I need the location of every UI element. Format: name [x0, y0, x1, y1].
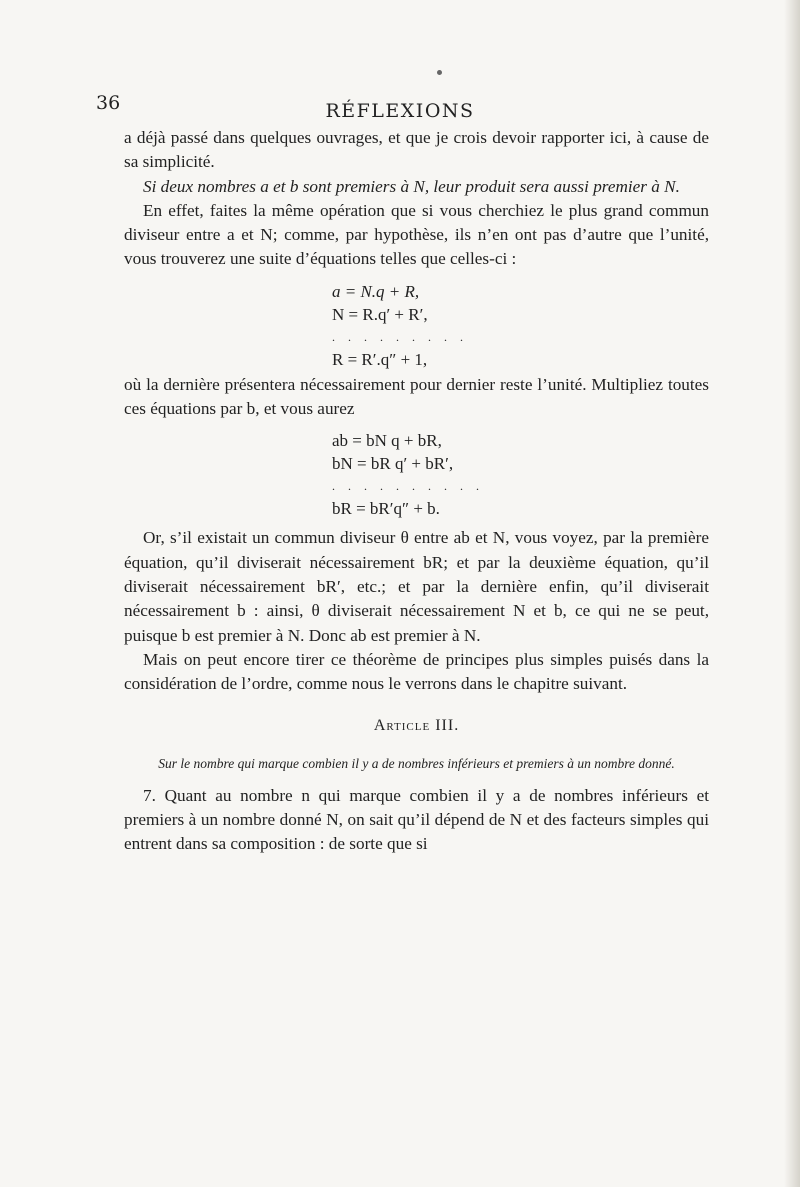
equation-2-3: bR = bR′q″ + b. — [332, 499, 440, 519]
paragraph-alternative: Mais on peut encore tirer ce théorème de principes plus simples puisés dans la considération de l’ordre, comme nous le verrons dans le chapitre suivant. — [124, 649, 709, 694]
equation-2-2: bN = bR q′ + bR′, — [332, 454, 454, 474]
equation-1-2: N = R.q′ + R′, — [332, 304, 428, 324]
page-number: 36 — [96, 92, 121, 114]
paragraph-section-7: 7. Quant au nombre n qui marque combien il y a de nombres inférieurs et premiers à un nombre donné N, on sait qu’il dépend de N et des facteurs simples qui entrent dans sa composition : de sorte que si — [124, 785, 709, 854]
theorem-statement: Si deux nombres a et b sont premiers à N, leur produit sera aussi premier à N. — [143, 176, 680, 196]
equation-1-1: a = N.q + R, — [332, 281, 420, 301]
equation-2-1: ab = bN q + bR, — [332, 431, 442, 451]
article-heading-prefix: Article — [373, 717, 431, 735]
equation-1-ellipsis: . . . . . . . . . — [332, 329, 468, 344]
page-body — [124, 126, 709, 857]
article-subtitle: Sur le nombre qui marque combien il y a de nombres inférieurs et premiers à un nombre donné. — [158, 755, 675, 771]
paragraph-proof-start: En effet, faites la même opération que si vous cherchiez le plus grand commun diviseur entre a et N; comme, par hypothèse, ils n’en ont pas d’autre que l’unité, vous trouverez une suite d’équations telles que celles-ci : — [124, 200, 709, 269]
ink-dot — [437, 70, 442, 75]
paragraph-conclusion: Or, s’il existait un commun diviseur θ entre ab et N, vous voyez, par la première équation, qu’il diviserait nécessairement bR; et par la deuxième équation, qu’il diviserait nécessairement bR′, etc.; et par la dernière enfin, qu’il diviserait nécessairement b : ainsi, θ diviserait nécessairement N et b, ce qui ne se peut, puisque b est premier à N. Donc ab est premier à N. — [124, 528, 709, 645]
page-edge-shadow — [784, 0, 800, 1187]
article-heading-number: III. — [435, 717, 460, 735]
equation-2-ellipsis: . . . . . . . . . . — [332, 479, 484, 494]
paragraph-multiply: où la dernière présentera nécessairement pour dernier reste l’unité. Multipliez toutes ces équations par b, et vous aurez — [124, 374, 709, 419]
paragraph-intro: a déjà passé dans quelques ouvrages, et que je crois devoir rapporter ici, à cause de sa simplicité. — [124, 128, 709, 172]
equation-1-3: R = R′.q″ + 1, — [332, 349, 428, 369]
article-heading — [124, 714, 709, 738]
running-title: RÉFLEXIONS — [325, 100, 475, 122]
